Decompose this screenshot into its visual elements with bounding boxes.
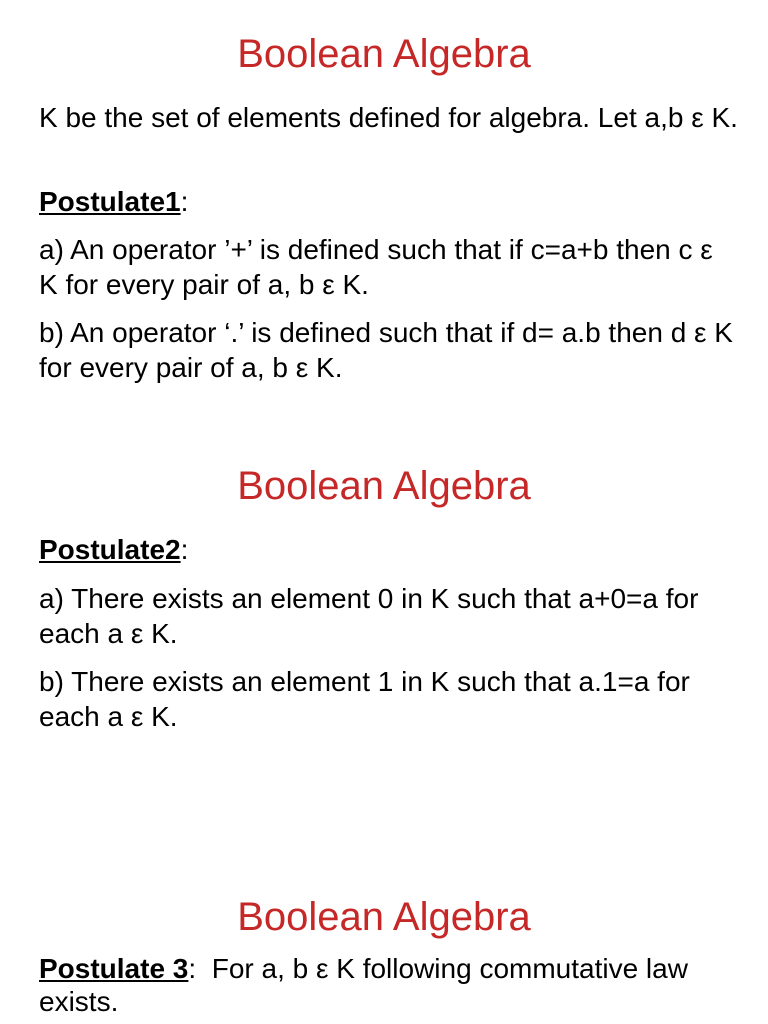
slide-1 — [0, 0, 768, 420]
slide-title: Boolean Algebra — [237, 464, 531, 508]
postulate-1-heading: Postulate1 — [39, 186, 181, 217]
postulate-3-text: : For a, b ε K following commutative law exists. — [39, 953, 696, 1017]
postulate-3-heading: Postulate 3 — [39, 953, 189, 984]
slide-title: Boolean Algebra — [237, 895, 531, 939]
postulate-1-suffix: : — [180, 186, 189, 217]
postulate-3-line — [39, 952, 739, 1018]
postulate-2-item-b: b) There exists an element 1 in K such that a.1=a for each a ε K. — [39, 666, 690, 732]
postulate-2-suffix: : — [180, 534, 189, 565]
postulate-1-item-b: b) An operator ‘.’ is defined such that if d= a.b then d ε K for every pair of a, b ε K. — [39, 317, 733, 383]
slide-title: Boolean Algebra — [237, 32, 531, 76]
postulate-2-line — [39, 532, 739, 567]
postulate-2-item-a: a) There exists an element 0 in K such that a+0=a for each a ε K. — [39, 583, 699, 649]
postulate-2-heading: Postulate2 — [39, 534, 181, 565]
postulate-1-line — [39, 184, 739, 219]
intro-text: K be the set of elements defined for algebra. Let a,b ε K. — [39, 102, 738, 133]
postulate-1-item-a: a) An operator ’+’ is defined such that if c=a+b then c ε K for every pair of a, b ε K. — [39, 234, 713, 300]
